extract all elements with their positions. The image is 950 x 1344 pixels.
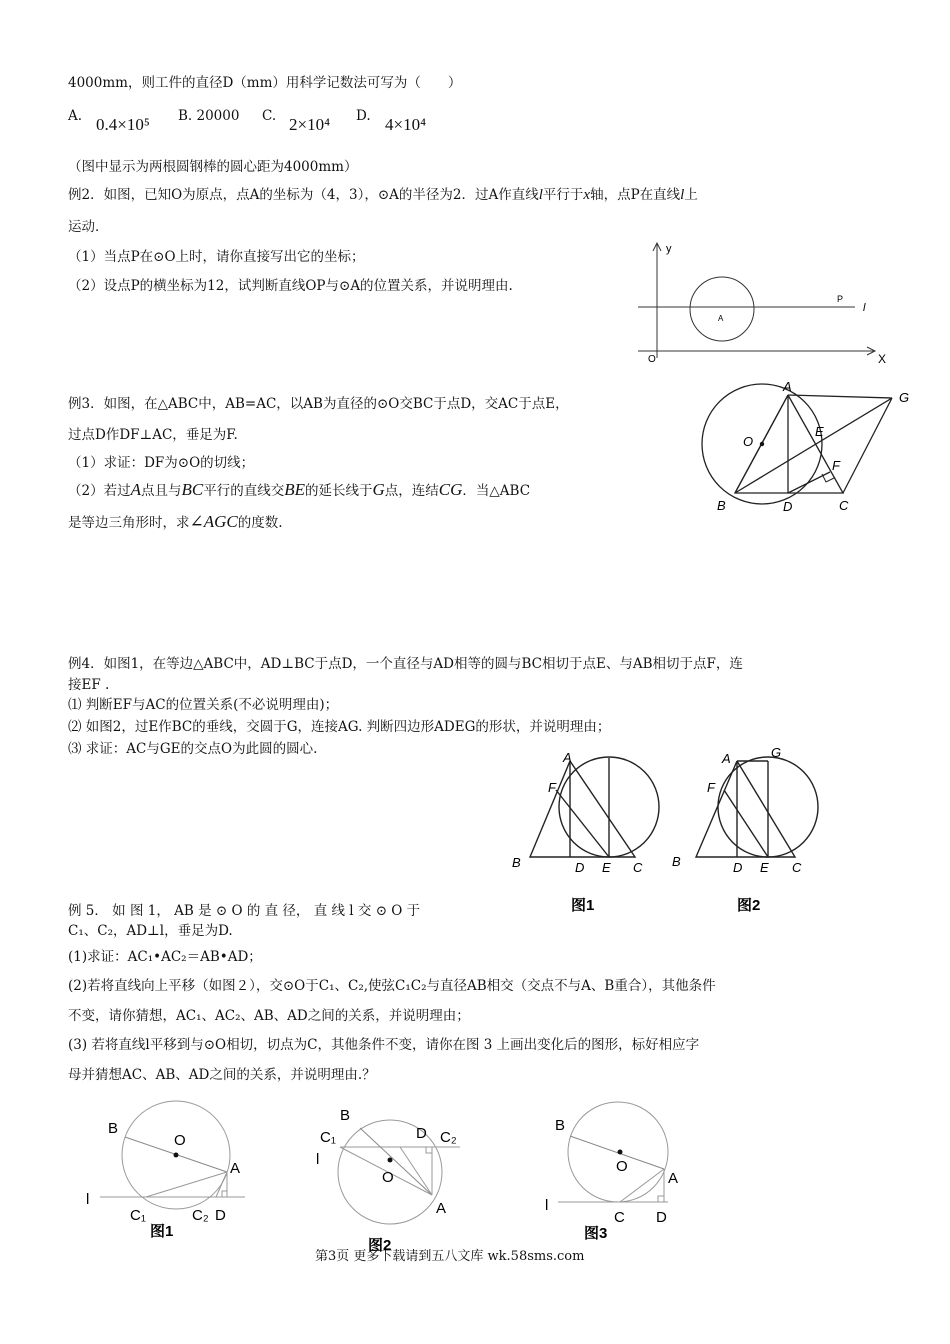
ex2-line1-part-a: 例2．如图，已知O为原点，点A的坐标为（4，3），⊙A的半径为2．过A作直线 bbox=[68, 187, 539, 203]
ex1-option-b: B. 20000 bbox=[178, 108, 240, 124]
ex2-line1-part-b: 平行于 bbox=[542, 187, 584, 203]
ex1-option-a-value: 0.4×10⁵ bbox=[96, 115, 150, 134]
ex3-q2-part-d: 的延长线于 bbox=[305, 483, 373, 499]
ex5-fig2-label-b: B bbox=[340, 1107, 351, 1124]
ex4-fig2-label-g: G bbox=[771, 745, 782, 760]
ex3-q2-part-b: 点且与 bbox=[140, 483, 182, 499]
ex5-line2: C₁、C₂，AD⊥l，垂足为D. bbox=[68, 923, 233, 939]
ex4-figure-2 bbox=[670, 745, 840, 923]
ex3-q2-part-g: 是等边三角形时，求 bbox=[68, 515, 190, 531]
ex2-fig-label-x: X bbox=[878, 352, 887, 366]
ex3-q2-part-c: 平行的直线交 bbox=[203, 483, 285, 499]
ex5-fig3-label-o: O bbox=[616, 1158, 628, 1175]
ex3-question-2-line1 bbox=[68, 481, 530, 500]
ex3-fig-label-c: C bbox=[839, 498, 849, 513]
ex2-fig-label-a: A bbox=[718, 314, 724, 323]
ex5-line1: 例 5． 如 图 1， AB 是 ⊙ O 的 直 径， 直 线 l 交 ⊙ O 于 bbox=[68, 903, 421, 919]
ex4-fig2-label-e: E bbox=[760, 860, 769, 875]
ex4-question-3: ⑶ 求证：AC与GE的交点O为此圆的圆心. bbox=[68, 741, 318, 757]
ex2-question-2: （2）设点P的横坐标为12，试判断直线OP与⊙A的位置关系，并说明理由. bbox=[68, 278, 513, 294]
ex5-question-2-line2: 不变，请你猜想，AC₁、AC₂、AB、AD之间的关系，并说明理由； bbox=[68, 1008, 470, 1024]
ex4-fig2-label-c: C bbox=[792, 860, 802, 875]
ex3-var-a: A bbox=[130, 480, 141, 499]
ex3-fig-label-e: E bbox=[815, 424, 824, 439]
ex2-fig-label-o: O bbox=[648, 354, 656, 365]
ex5-fig2-caption: 图2 bbox=[368, 1237, 392, 1254]
ex3-var-cg: CG bbox=[438, 480, 463, 499]
ex3-fig-label-d: D bbox=[783, 499, 793, 514]
ex4-fig1-label-c: C bbox=[633, 860, 643, 875]
ex3-var-g: G bbox=[372, 480, 385, 499]
ex4-fig1-label-f: F bbox=[548, 780, 556, 795]
ex2-fig-label-p: P bbox=[837, 294, 844, 304]
ex5-figure-3 bbox=[540, 1100, 710, 1245]
ex1-option-c-value: 2×10⁴ bbox=[289, 115, 331, 134]
ex1-note: （图中显示为两根圆钢棒的圆心距为4000mm） bbox=[68, 159, 358, 175]
ex3-var-agc: ∠AGC bbox=[189, 512, 238, 531]
ex5-fig3-label-l: l bbox=[545, 1197, 549, 1214]
ex5-fig3-label-b: B bbox=[555, 1117, 566, 1134]
ex5-fig3-label-c: C bbox=[614, 1209, 625, 1226]
ex2-fig-label-y: y bbox=[666, 243, 672, 255]
page-footer: 第3页 更多下载请到五八文库 wk.58sms.com bbox=[315, 1249, 585, 1264]
ex4-question-2: ⑵ 如图2，过E作BC的垂线，交圆于G，连接AG. 判断四边形ADEG的形状，并说明理由； bbox=[68, 719, 611, 735]
ex3-q2-part-h: 的度数. bbox=[237, 515, 283, 531]
ex2-figure bbox=[630, 235, 890, 370]
ex5-fig1-label-c2: C₂ bbox=[192, 1207, 209, 1224]
ex4-fig1-label-d: D bbox=[575, 860, 585, 875]
ex2-var-x: x bbox=[583, 187, 591, 203]
ex3-question-2-line2 bbox=[68, 513, 283, 532]
ex5-fig2-label-l: l bbox=[316, 1151, 320, 1168]
ex3-q2-part-a: （2）若过 bbox=[68, 483, 131, 499]
ex5-question-3-line2: 母并猜想AC、AB、AD之间的关系，并说明理由.？ bbox=[68, 1067, 376, 1083]
ex5-fig2-label-a: A bbox=[436, 1200, 447, 1217]
ex2-line2: 运动． bbox=[68, 219, 109, 235]
ex5-fig1-label-b: B bbox=[108, 1120, 119, 1137]
ex3-var-bc: BC bbox=[181, 480, 204, 499]
ex2-line1 bbox=[68, 186, 698, 204]
ex4-fig2-label-b: B bbox=[672, 854, 681, 869]
ex2-line1-part-c: 轴，点P在直线 bbox=[590, 187, 681, 203]
ex3-fig-label-b: B bbox=[717, 498, 726, 513]
ex5-figure-1 bbox=[80, 1100, 265, 1240]
ex5-figure-2 bbox=[310, 1100, 485, 1255]
ex3-fig-label-o: O bbox=[743, 434, 754, 449]
ex3-q2-part-f: ．当△ABC bbox=[462, 483, 531, 499]
ex3-line2: 过点D作DF⊥AC，垂足为F. bbox=[68, 427, 238, 443]
ex3-q2-part-e: 点，连结 bbox=[384, 483, 439, 499]
ex5-question-1: (1)求证：AC₁•AC₂＝AB•AD； bbox=[68, 949, 262, 965]
ex4-fig2-label-f: F bbox=[707, 780, 715, 795]
ex5-fig1-label-l: l bbox=[86, 1191, 90, 1208]
ex5-question-3-line1: (3) 若将直线l平移到与⊙O相切，切点为C，其他条件不变，请你在图 3 上画出变化后的图形，标好相应字 bbox=[68, 1037, 700, 1053]
ex3-figure bbox=[695, 380, 920, 515]
ex5-question-2-line1: (2)若将直线向上平移（如图２），交⊙O于C₁、C₂,使弦C₁C₂与直径AB相交（交点不与A、B重合），其他条件 bbox=[68, 978, 716, 994]
ex3-question-1: （1）求证：DF为⊙O的切线； bbox=[68, 455, 255, 471]
ex3-line1: 例3．如图，在△ABC中，AB=AC，以AB为直径的⊙O交BC于点D，交AC于点E， bbox=[68, 396, 569, 412]
ex4-line2: 接EF . bbox=[68, 677, 110, 693]
ex4-fig1-label-b: B bbox=[512, 855, 521, 870]
ex2-question-1: （1）当点P在⊙O上时，请你直接写出它的坐标； bbox=[68, 249, 365, 265]
ex5-fig3-label-d: D bbox=[656, 1209, 667, 1226]
ex4-fig1-label-e: E bbox=[602, 860, 611, 875]
ex4-fig2-label-d: D bbox=[733, 860, 743, 875]
ex2-var-l-2: l bbox=[680, 187, 685, 203]
ex1-option-d-value: 4×10⁴ bbox=[385, 115, 427, 134]
ex4-fig1-label-a: A bbox=[563, 750, 572, 765]
ex5-fig2-label-c1: C₁ bbox=[320, 1129, 336, 1146]
ex5-fig3-label-a: A bbox=[668, 1170, 679, 1187]
ex4-fig2-label-a: A bbox=[722, 751, 731, 766]
ex3-fig-label-f: F bbox=[832, 458, 840, 473]
ex5-fig1-caption: 图1 bbox=[150, 1223, 174, 1240]
ex1-question-line: 4000mm，则工件的直径D（mm）用科学记数法可写为（ ） bbox=[68, 75, 462, 91]
ex2-var-l: l bbox=[538, 187, 543, 203]
ex5-fig3-caption: 图3 bbox=[584, 1225, 608, 1242]
ex5-fig1-label-o: O bbox=[174, 1132, 186, 1149]
ex5-fig1-label-c1: C₁ bbox=[130, 1207, 146, 1224]
ex3-fig-label-a: A bbox=[783, 379, 792, 394]
ex3-var-be: BE bbox=[284, 480, 305, 499]
ex4-fig1-caption: 图1 bbox=[571, 897, 595, 914]
ex2-fig-label-l: l bbox=[863, 302, 866, 314]
ex5-fig1-label-a: A bbox=[230, 1160, 241, 1177]
ex5-fig2-label-c2: C₂ bbox=[440, 1129, 457, 1146]
ex5-fig1-label-d: D bbox=[215, 1207, 226, 1224]
ex5-fig2-label-o: O bbox=[382, 1169, 394, 1186]
ex1-option-c-label: C. bbox=[262, 108, 277, 124]
ex4-question-1: ⑴ 判断EF与AC的位置关系(不必说明理由)； bbox=[68, 697, 339, 713]
ex4-line1: 例4．如图1，在等边△ABC中，AD⊥BC于点D，一个直径与AD相等的圆与BC相切于点E、与AB相切于点F，连 bbox=[68, 656, 743, 672]
ex1-option-d-label: D. bbox=[356, 108, 371, 124]
ex2-line1-part-d: 上 bbox=[684, 187, 698, 203]
ex3-fig-label-g: G bbox=[899, 390, 910, 405]
ex4-fig2-caption: 图2 bbox=[737, 897, 761, 914]
ex4-figure-1 bbox=[505, 748, 675, 923]
ex1-option-a-label: A. bbox=[68, 108, 83, 124]
ex5-fig2-label-d: D bbox=[416, 1125, 427, 1142]
